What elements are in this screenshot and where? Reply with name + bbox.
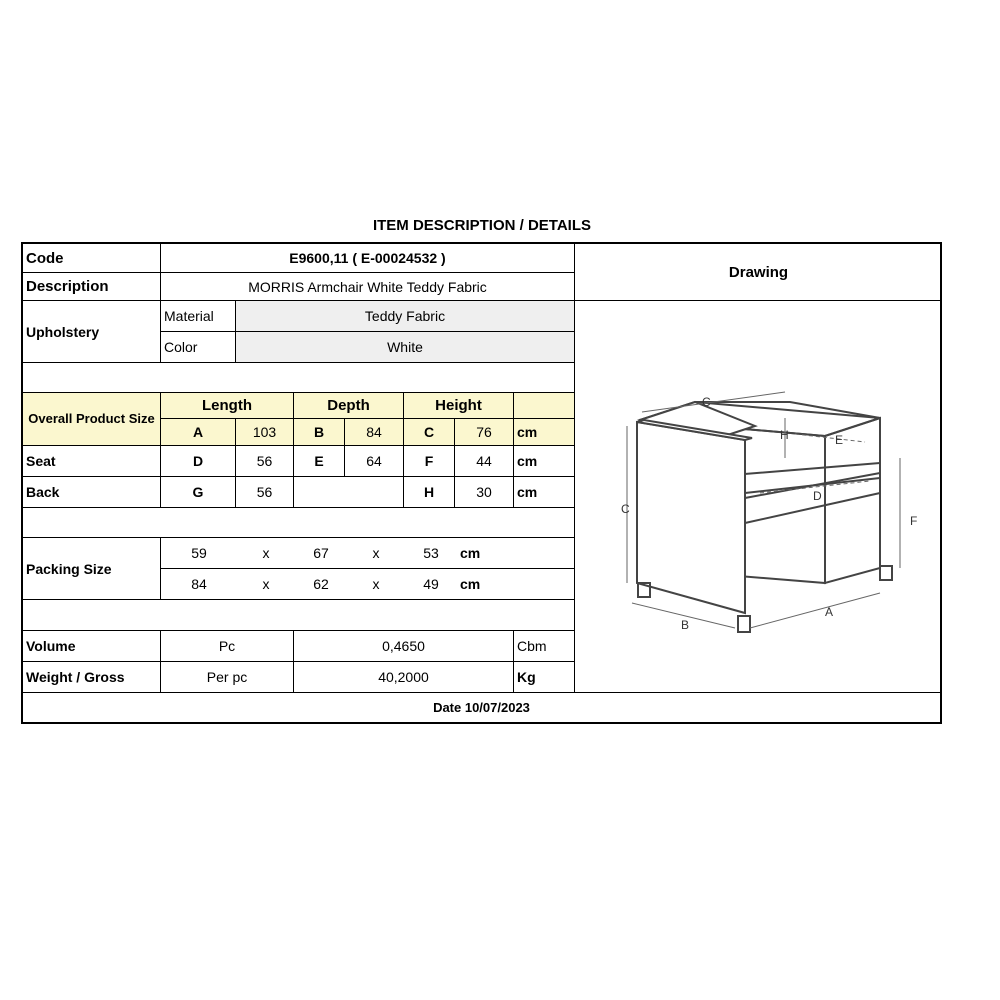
height-header: Height — [404, 393, 514, 419]
color-label: Color — [161, 332, 236, 363]
drawing-letter-a: A — [825, 605, 834, 619]
packing-2-x2: x — [372, 576, 380, 592]
armchair-outline — [637, 402, 892, 632]
drawing-letter-h: H — [780, 428, 789, 442]
dim-c-letter: C — [404, 419, 455, 446]
seat-unit: cm — [514, 446, 575, 477]
description-label: Description — [23, 273, 161, 301]
weight-value: 40,2000 — [294, 662, 514, 693]
back-blank-cell — [294, 477, 404, 508]
packing-2-x1: x — [262, 576, 270, 592]
sheet-title: ITEM DESCRIPTION / DETAILS — [372, 217, 592, 234]
weight-per: Per pc — [161, 662, 294, 693]
spacer-row-3 — [23, 600, 575, 631]
dim-d-letter: D — [161, 446, 236, 477]
color-value: White — [236, 332, 575, 363]
drawing-letter-e: E — [835, 433, 844, 447]
dim-h-letter: H — [404, 477, 455, 508]
weight-label: Weight / Gross — [23, 662, 161, 693]
packing-2-unit: cm — [460, 576, 481, 592]
back-unit: cm — [514, 477, 575, 508]
dim-b-letter: B — [294, 419, 345, 446]
weight-unit: Kg — [514, 662, 575, 693]
packing-1-unit: cm — [460, 545, 481, 561]
overall-unit: cm — [514, 419, 575, 446]
packing-2-height: 49 — [423, 576, 439, 592]
packing-row-1 — [161, 538, 575, 569]
length-header: Length — [161, 393, 294, 419]
overall-size-label: Overall Product Size — [23, 393, 161, 446]
volume-per: Pc — [161, 631, 294, 662]
dim-h-value: 30 — [455, 477, 514, 508]
material-value: Teddy Fabric — [236, 301, 575, 332]
dim-g-letter: G — [161, 477, 236, 508]
volume-label: Volume — [23, 631, 161, 662]
armchair-drawing — [580, 378, 930, 648]
dim-a-letter: A — [161, 419, 236, 446]
code-value: E9600,11 ( E-00024532 ) — [161, 244, 575, 273]
packing-1-x2: x — [372, 545, 380, 561]
volume-unit: Cbm — [514, 631, 575, 662]
packing-1-length: 59 — [191, 545, 207, 561]
material-label: Material — [161, 301, 236, 332]
packing-row-2 — [161, 569, 575, 600]
drawing-letter-b: B — [681, 618, 690, 632]
depth-header: Depth — [294, 393, 404, 419]
dim-b-value: 84 — [345, 419, 404, 446]
dim-g-value: 56 — [236, 477, 294, 508]
upholstery-label: Upholstery — [23, 301, 161, 363]
description-value: MORRIS Armchair White Teddy Fabric — [161, 273, 575, 301]
packing-1-height: 53 — [423, 545, 439, 561]
packing-1-width: 67 — [313, 545, 329, 561]
dim-f-letter: F — [404, 446, 455, 477]
packing-2-length: 84 — [191, 576, 207, 592]
dim-f-value: 44 — [455, 446, 514, 477]
spacer-row-2 — [23, 508, 575, 538]
dim-d-value: 56 — [236, 446, 294, 477]
unit-header-blank — [514, 393, 575, 419]
spacer-row — [23, 363, 575, 393]
dim-a-value: 103 — [236, 419, 294, 446]
drawing-letter-f: F — [910, 514, 918, 528]
drawing-label: Drawing — [575, 244, 942, 301]
dim-e-letter: E — [294, 446, 345, 477]
packing-1-x1: x — [262, 545, 270, 561]
volume-value: 0,4650 — [294, 631, 514, 662]
dim-e-value: 64 — [345, 446, 404, 477]
drawing-letter-c-side: C — [621, 502, 630, 516]
packing-label: Packing Size — [23, 538, 161, 600]
drawing-letter-d: D — [813, 489, 822, 503]
code-label: Code — [23, 244, 161, 273]
packing-2-width: 62 — [313, 576, 329, 592]
seat-label: Seat — [23, 446, 161, 477]
date-footer: Date 10/07/2023 — [433, 700, 530, 715]
back-label: Back — [23, 477, 161, 508]
drawing-letter-c-top: C — [702, 395, 711, 409]
dim-c-value: 76 — [455, 419, 514, 446]
